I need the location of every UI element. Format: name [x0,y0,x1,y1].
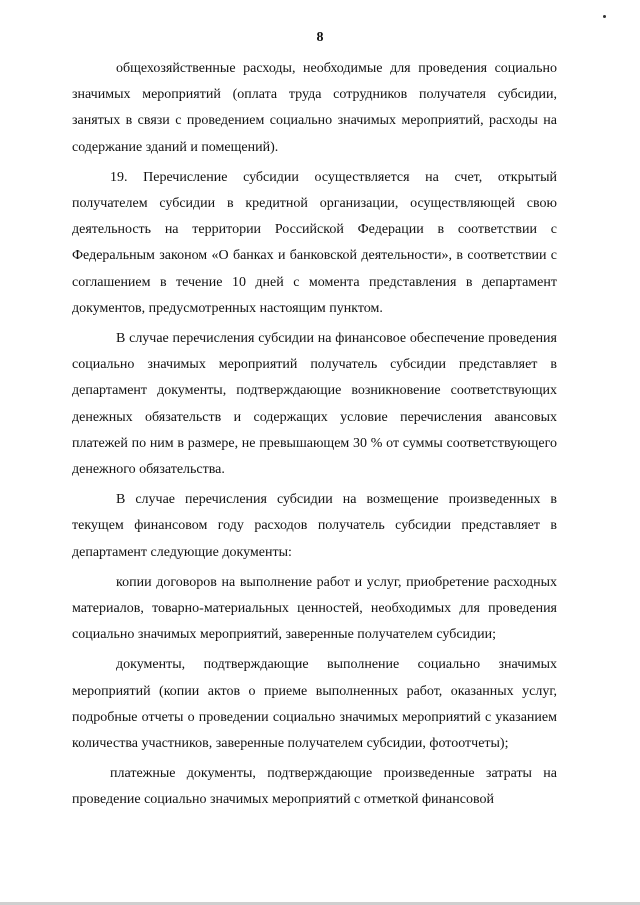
scan-dot [603,15,606,18]
paragraph-item-19: 19. Перечисление субсидии осуществляется на счет, открытый получателем субсидии в кредитной организации, осуществляющей свою деятельность на территории Российской Федерации в соответствии с Федеральным законом «О банках и банковской деятельности», в соответствии с соглашением в течение 10 дней с момента представления в департамент документов, предусмотренных настоящим пунктом. [72,169,557,316]
paragraph-reimbursement: В случае перечисления субсидии на возмещение произведенных в текущем финансовом году расходов получатель субсидии представляет в департамент следующие документы: [72,492,557,560]
page-number: 8 [316,30,324,45]
paragraph-continuation: общехозяйственные расходы, необходимые для проведения социально значимых мероприятий (оплата труда сотрудников получателя субсидии, занятых в связи с проведением социально значимых мероприятий, расходы на содержание зданий и помещений). [72,61,557,155]
paragraph-contract-copies: копии договоров на выполнение работ и услуг, приобретение расходных материалов, товарно-материальных ценностей, необходимых для проведения социально значимых мероприятий, заверенные получателем субсидии; [72,574,557,643]
document-body [72,56,557,818]
paragraph-financial-support: В случае перечисления субсидии на финансовое обеспечение проведения социально значимых мероприятий получатель субсидии представляет в департамент документы, подтверждающие возникновение соответствующих денежных обязательств и содержащих условие перечисления авансовых платежей по ним в размере, не превышающем 30 % от суммы соответствующего денежного обязательства. [72,331,557,478]
paragraph-confirming-documents: документы, подтверждающие выполнение социально значимых мероприятий (копии актов о приеме выполненных работ, оказанных услуг, подробные отчеты о проведении социально значимых мероприятий с указанием количества участников, заверенные получателем субсидии, фотоотчеты); [72,657,557,752]
paragraph-payment-documents: платежные документы, подтверждающие произведенные затраты на проведение социально значимых мероприятий с отметкой финансовой [72,766,557,808]
